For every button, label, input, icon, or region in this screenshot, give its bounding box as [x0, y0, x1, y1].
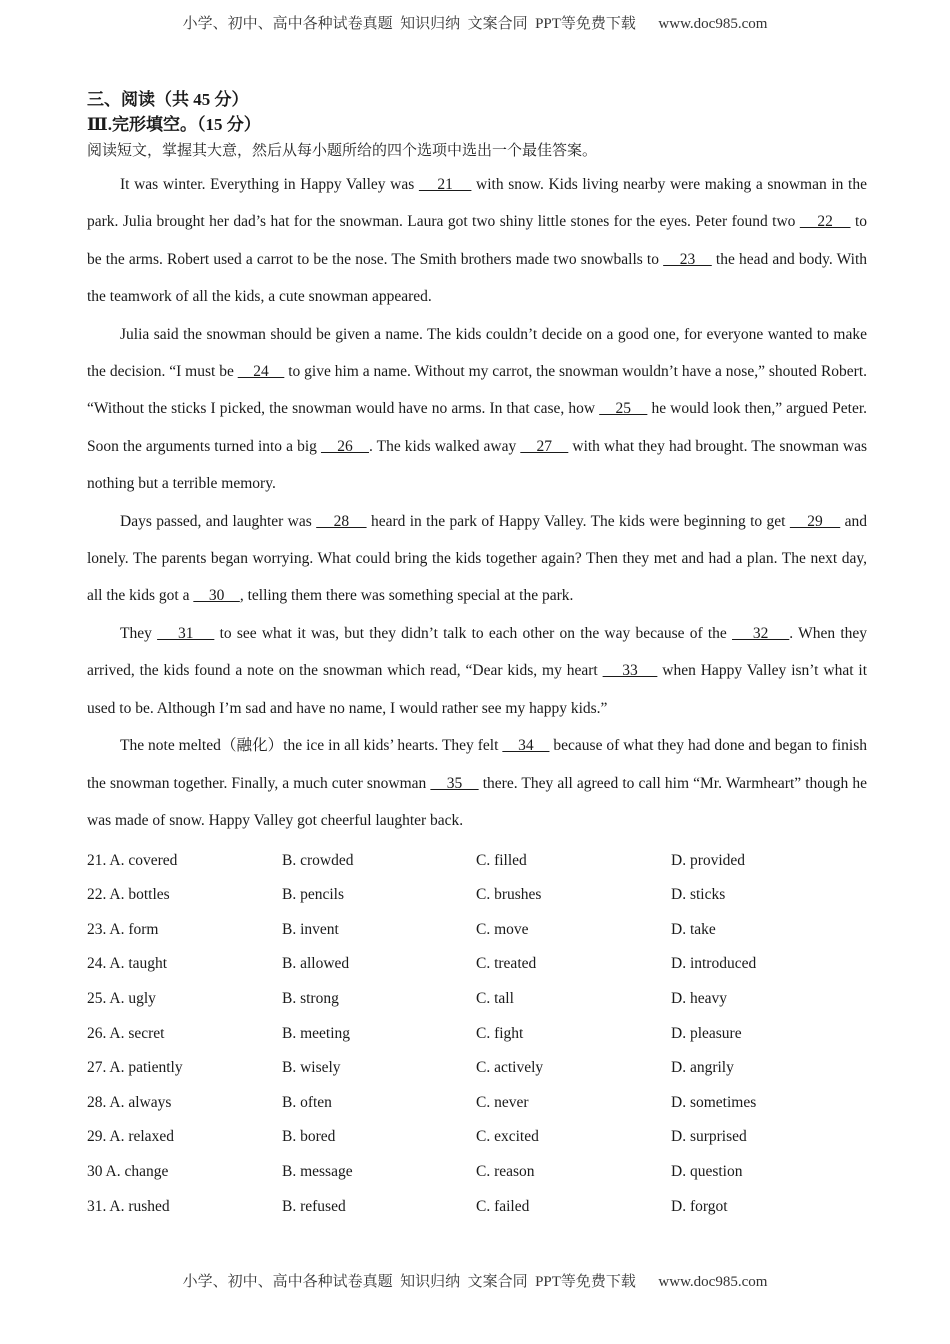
option-c: C. never	[476, 1093, 529, 1111]
question-row	[87, 843, 867, 878]
option-d: D. take	[671, 920, 716, 938]
option-d: D. sticks	[671, 886, 726, 904]
text: It was winter. Everything in Happy Valley was	[120, 176, 419, 193]
option-c: C. excited	[476, 1128, 539, 1146]
text: he would look then,” argued Peter. Soon the arguments turned into a big	[87, 400, 867, 455]
answer-options	[87, 843, 867, 1224]
paragraph-5	[87, 727, 867, 839]
text: and lonely. The parents began worrying. What could bring the kids together again? Then they met and had a plan. The next day, all the kids got a	[87, 512, 867, 605]
text: the head and body. With the teamwork of all the kids, a cute snowman appeared.	[87, 250, 867, 306]
subsection-title: Ⅲ.完形填空。（15 分）	[87, 115, 261, 134]
option-d: D. surprised	[671, 1128, 747, 1146]
document-body	[87, 88, 867, 1224]
paragraph-1	[87, 166, 867, 316]
question-row	[87, 1016, 867, 1051]
option-b: B. invent	[282, 920, 339, 938]
option-b: B. crowded	[282, 851, 354, 869]
option-c: C. brushes	[476, 886, 542, 904]
text: to see what it was, but they didn’t talk to each other on the way because of the	[214, 624, 733, 642]
option-c: C. fight	[476, 1024, 524, 1042]
blank-24: 24	[237, 363, 285, 381]
option-b: B. often	[282, 1093, 332, 1111]
text: . When they arrived, the kids found a note on the snowman which read, “Dear kids, my heart	[87, 624, 868, 680]
option-a: 31. A. rushed	[87, 1197, 170, 1215]
blank-29: 29	[789, 512, 841, 530]
option-b: B. wisely	[282, 1059, 341, 1077]
option-c: C. filled	[476, 851, 527, 869]
blank-26: 26	[320, 437, 369, 455]
option-a: 27. A. patiently	[87, 1059, 183, 1077]
option-a: 25. A. ugly	[87, 989, 156, 1007]
section-title: 三、阅读（共 45 分）	[87, 90, 249, 109]
option-c: C. treated	[476, 955, 537, 973]
option-d: D. angrily	[671, 1059, 734, 1077]
blank-30: 30	[193, 587, 240, 605]
option-c: C. failed	[476, 1197, 530, 1215]
text: to be the arms. Robert used a carrot to be the nose. The Smith brothers made two snowballs to	[87, 213, 868, 268]
blank-25: 25	[599, 400, 648, 418]
blank-34: 34	[502, 737, 550, 755]
blank-32: 32	[732, 624, 790, 642]
option-a: 28. A. always	[87, 1093, 172, 1111]
option-a: 29. A. relaxed	[87, 1128, 174, 1146]
option-b: B. bored	[282, 1128, 336, 1146]
option-c: C. tall	[476, 989, 514, 1007]
page-header: 小学、初中、高中各种试卷真题 知识归纳 文案合同 PPT等免费下载 www.doc985.com	[182, 16, 768, 32]
instructions: 阅读短文，掌握其大意，然后从每小题所给的四个选项中选出一个最佳答案。	[87, 143, 598, 159]
blank-28: 28	[316, 512, 367, 530]
option-d: D. provided	[671, 851, 746, 869]
option-c: C. actively	[476, 1059, 544, 1077]
text: because of what they had done and began to finish the snowman together. Finally, a much cuter snowman	[87, 737, 868, 792]
paragraph-3	[87, 503, 867, 615]
option-a: 24. A. taught	[87, 955, 168, 973]
option-a: 21. A. covered	[87, 851, 178, 869]
option-c: C. reason	[476, 1162, 535, 1180]
question-row	[87, 982, 867, 1017]
question-row	[87, 878, 867, 913]
text: heard in the park of Happy Valley. The kids were beginning to get	[366, 512, 790, 530]
question-row	[87, 1085, 867, 1120]
question-row	[87, 1155, 867, 1190]
text: Julia said the snowman should be given a name. The kids couldn’t decide on a good one, for everyone wanted to make the decision. “I must be	[87, 325, 867, 381]
text: They	[120, 624, 158, 642]
option-d: D. heavy	[671, 989, 727, 1007]
question-row	[87, 1051, 867, 1086]
option-d: D. introduced	[671, 955, 757, 973]
option-b: B. allowed	[282, 955, 350, 973]
option-d: D. sometimes	[671, 1093, 757, 1111]
question-row	[87, 913, 867, 948]
text: Days passed, and laughter was	[120, 512, 317, 530]
option-d: D. question	[671, 1162, 743, 1180]
option-b: B. strong	[282, 989, 339, 1007]
option-d: D. forgot	[671, 1197, 728, 1215]
blank-31: 31	[157, 624, 215, 642]
blank-21: 21	[418, 176, 472, 193]
question-row	[87, 1120, 867, 1155]
option-b: B. message	[282, 1162, 353, 1180]
blank-33: 33	[602, 662, 658, 680]
page-footer: 小学、初中、高中各种试卷真题 知识归纳 文案合同 PPT等免费下载 www.doc985.com	[182, 1274, 768, 1290]
blank-22: 22	[799, 213, 851, 231]
option-a: 22. A. bottles	[87, 886, 170, 904]
paragraph-4	[87, 615, 867, 727]
option-a: 23. A. form	[87, 920, 159, 938]
option-c: C. move	[476, 920, 529, 938]
option-a: 30 A. change	[87, 1162, 169, 1180]
option-b: B. meeting	[282, 1024, 351, 1042]
option-a: 26. A. secret	[87, 1024, 165, 1042]
option-b: B. pencils	[282, 886, 344, 904]
text: The note melted（融化）the ice in all kids’ hearts. They felt	[120, 737, 503, 755]
blank-35: 35	[430, 774, 479, 792]
question-row	[87, 947, 867, 982]
option-d: D. pleasure	[671, 1024, 742, 1042]
text: . The kids walked away	[368, 437, 521, 455]
option-b: B. refused	[282, 1197, 346, 1215]
question-row	[87, 1189, 867, 1224]
text: there. They all agreed to call him “Mr. Warmheart” though he was made of snow. Happy Valley got cheerful laughter back.	[87, 774, 867, 829]
paragraph-2	[87, 316, 867, 503]
text: with snow. Kids living nearby were making a snowman in the park. Julia brought her dad’s hat for the snowman. Laura got two shiny little stones for the eyes. Peter found two	[87, 176, 867, 231]
text: when Happy Valley isn’t what it used to be. Although I’m sad and have no name, I would rather see my happy kids.”	[87, 662, 868, 717]
text: with what they had brought. The snowman was nothing but a terrible memory.	[87, 437, 868, 493]
text: to give him a name. Without my carrot, the snowman wouldn’t have a nose,” shouted Robert. “Without the sticks I picked, the snowman would have no arms. In that case, how	[87, 363, 868, 418]
text: , telling them there was something special at the park.	[239, 587, 574, 605]
blank-23: 23	[663, 250, 712, 268]
blank-27: 27	[520, 437, 569, 455]
